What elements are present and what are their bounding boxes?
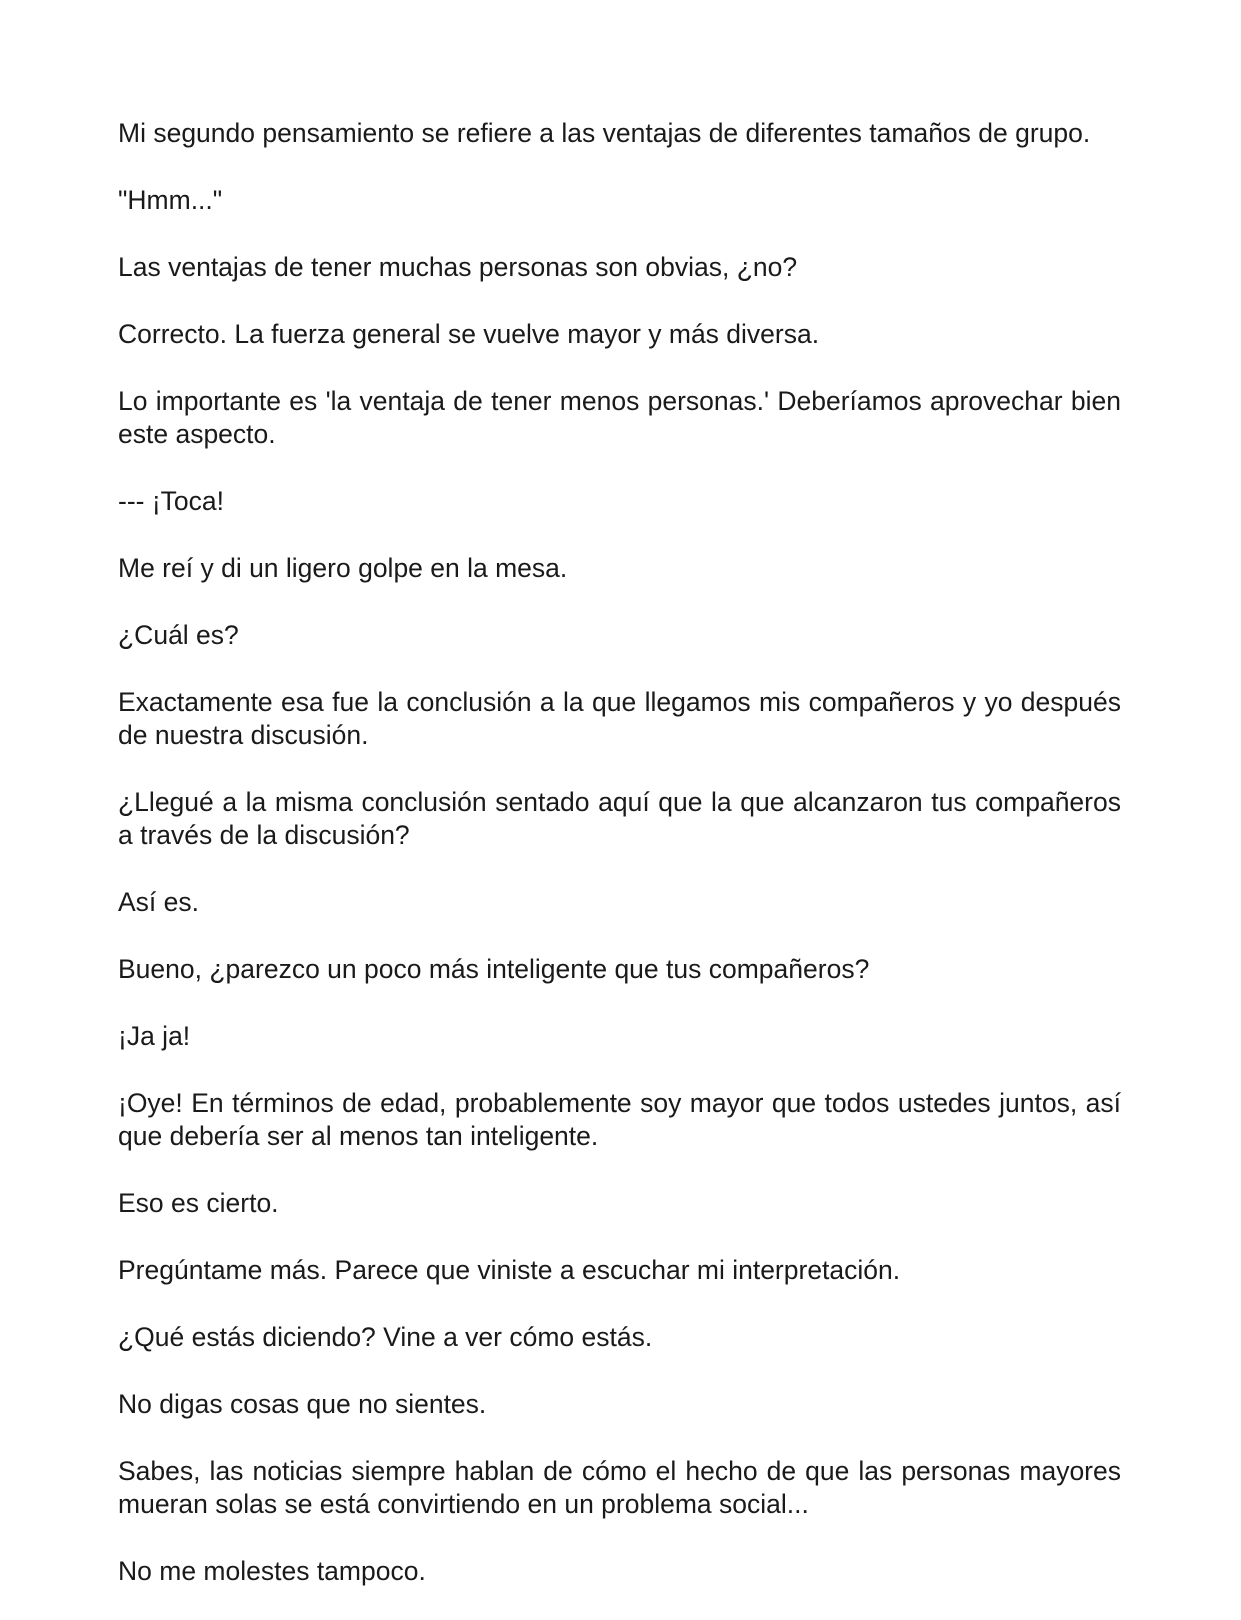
paragraph: Eso es cierto. — [118, 1188, 279, 1218]
paragraph: ¡Oye! En términos de edad, probablemente soy mayor que todos ustedes juntos, así que debería ser al menos tan inteligente. — [118, 1088, 1121, 1151]
paragraph: Lo importante es 'la ventaja de tener menos personas.' Deberíamos aprovechar bien este aspecto. — [118, 386, 1121, 449]
paragraph: ¡Ja ja! — [118, 1021, 191, 1051]
paragraph: Bueno, ¿parezco un poco más inteligente que tus compañeros? — [118, 954, 870, 984]
paragraph: No me molestes tampoco. — [118, 1556, 426, 1586]
paragraph: Mi segundo pensamiento se refiere a las ventajas de diferentes tamaños de grupo. — [118, 118, 1091, 148]
document-body — [118, 117, 1121, 1620]
paragraph: No digas cosas que no sientes. — [118, 1389, 487, 1419]
paragraph: Así es. — [118, 887, 200, 917]
paragraph: Las ventajas de tener muchas personas son obvias, ¿no? — [118, 252, 798, 282]
paragraph: Me reí y di un ligero golpe en la mesa. — [118, 553, 568, 583]
paragraph: Correcto. La fuerza general se vuelve mayor y más diversa. — [118, 319, 820, 349]
paragraph: ¿Qué estás diciendo? Vine a ver cómo estás. — [118, 1322, 653, 1352]
paragraph: "Hmm..." — [118, 185, 223, 215]
paragraph: Sabes, las noticias siempre hablan de cómo el hecho de que las personas mayores mueran solas se está convirtiendo en un problema social... — [118, 1456, 1121, 1519]
paragraph: ¿Llegué a la misma conclusión sentado aquí que la que alcanzaron tus compañeros a través de la discusión? — [118, 787, 1121, 850]
paragraph: ¿Cuál es? — [118, 620, 239, 650]
paragraph: Pregúntame más. Parece que viniste a escuchar mi interpretación. — [118, 1255, 901, 1285]
paragraph: Exactamente esa fue la conclusión a la que llegamos mis compañeros y yo después de nuestra discusión. — [118, 687, 1121, 750]
paragraph: --- ¡Toca! — [118, 486, 224, 516]
